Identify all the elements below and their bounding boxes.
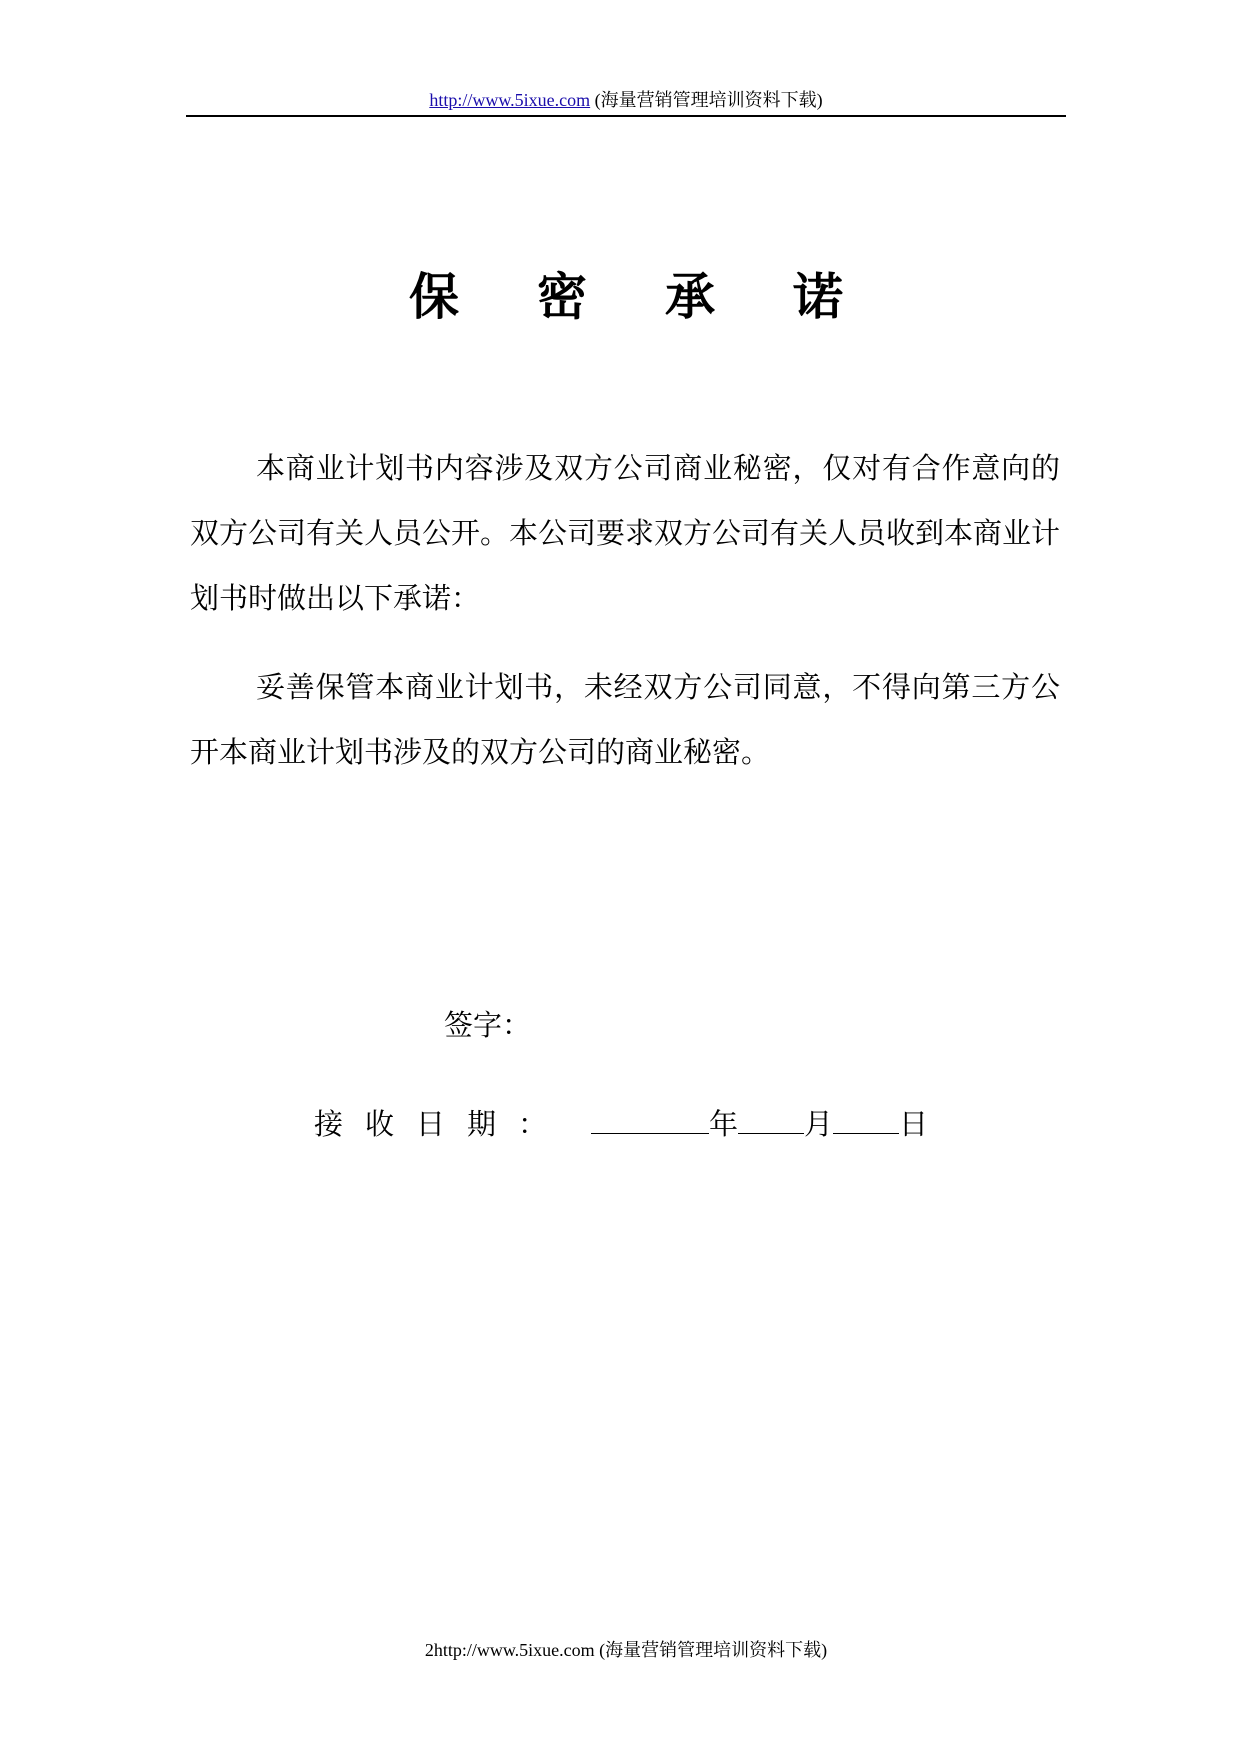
day-blank	[833, 1103, 899, 1134]
document-title: 保密承诺	[409, 267, 921, 326]
year-label: 年	[709, 1107, 739, 1141]
day-label: 日	[899, 1107, 929, 1141]
signature-label: 签字：	[444, 1008, 532, 1042]
receipt-date-label: 接收日期：	[314, 1107, 570, 1141]
body-paragraph-2: 妥善保管本商业计划书，未经双方公司同意，不得向第三方公开本商业计划书涉及的双方公司的商业秘密。	[190, 670, 1060, 769]
header-suffix: (海量营销管理培训资料下载)	[590, 90, 823, 110]
page-footer: 2http://www.5ixue.com (海量营销管理培训资料下载)	[424, 1640, 828, 1660]
body-paragraph-1: 本商业计划书内容涉及双方公司商业秘密，仅对有合作意向的双方公司有关人员公开。本公司要求双方公司有关人员收到本商业计划书时做出以下承诺：	[190, 451, 1061, 615]
page-header	[186, 88, 1066, 112]
month-label: 月	[804, 1107, 834, 1141]
signature-line	[444, 1005, 531, 1045]
receipt-date-line	[314, 1103, 928, 1144]
header-link[interactable]: http://www.5ixue.com	[429, 90, 591, 110]
header-rule	[186, 115, 1066, 117]
month-blank	[738, 1103, 804, 1134]
year-blank	[591, 1103, 709, 1134]
